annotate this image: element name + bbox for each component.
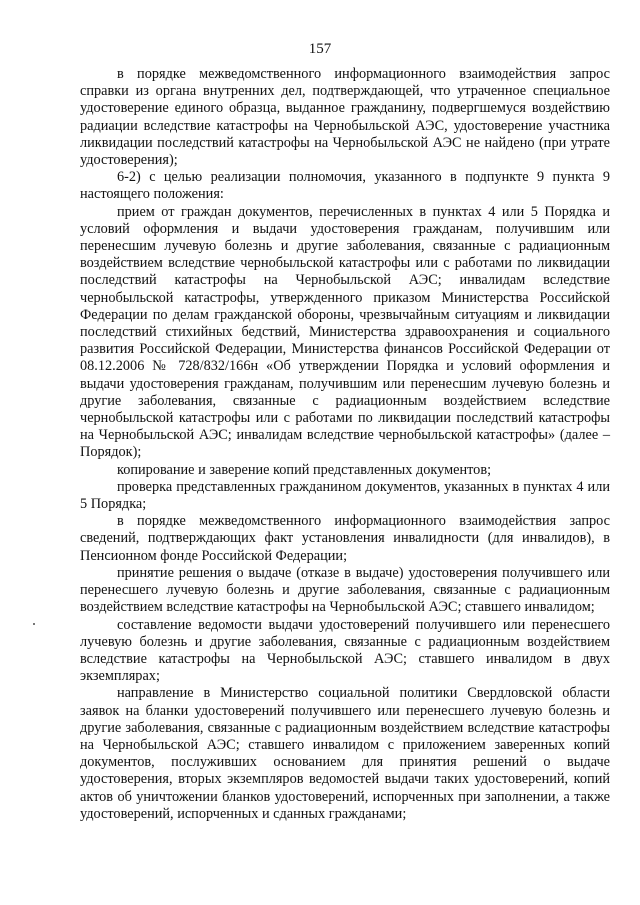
page-number: 157 <box>308 41 332 57</box>
paragraph: проверка представленных гражданином документов, указанных в пунктах 4 или 5 Порядка; <box>80 478 610 513</box>
paragraph: прием от граждан документов, перечисленных в пунктах 4 или 5 Порядка и условий оформления и выдачи удостоверения гражданам, получившим или перенесшим лучевую болезнь и другие заболевания, связанные с радиационным воздействием вследствие чернобыльской катастрофы или с работами по ликвидации последствий катастрофы на Чернобыльской АЭС; инвалидам вследствие чернобыльской катастрофы, утвержденного приказом Министерства Российской Федерации по делам гражданской обороны, чрезвычайным ситуациям и ликвидации последствий стихийных бедствий, Министерства здравоохранения и социального развития Российской Федерации, Министерства финансов Российской Федерации от 08.12.2006 № 728/832/166н «Об утверждении Порядка и условий оформления и выдачи удостоверения гражданам, получившим или перенесшим лучевую болезнь и другие заболевания, связанные с радиационным воздействием вследствие чернобыльской катастрофы или с работами по ликвидации последствий катастрофы на Чернобыльской АЭС; инвалидам вследствие чернобыльской катастрофы» (далее – Порядок); <box>80 203 610 461</box>
paragraph: копирование и заверение копий представленных документов; <box>117 461 492 478</box>
paragraph: 6-2) с целью реализации полномочия, указанного в подпункте 9 пункта 9 настоящего положения: <box>80 169 610 203</box>
paragraph: в порядке межведомственного информационного взаимодействия запрос сведений, подтверждающих факт установления инвалидности (для инвалидов), в Пенсионном фонде Российской Федерации; <box>80 513 610 564</box>
paragraph: в порядке межведомственного информационного взаимодействия запрос справки из органа внутренних дел, подтверждающей, что утраченное специальное удостоверение единого образца, выданное гражданину, подвергшемуся воздействию радиации вследствие катастрофы на Чернобыльской АЭС, удостоверение участника ликвидации последствий катастрофы на Чернобыльской АЭС не найдено (при утрате удостоверения); <box>80 66 610 169</box>
document-body <box>80 66 610 823</box>
scan-speck <box>33 623 35 625</box>
paragraph: составление ведомости выдачи удостоверений получившего или перенесшего лучевую болезнь и другие заболевания, связанные с радиационным воздействием вследствие катастрофы на Чернобыльской АЭС; ставшего инвалидом в двух экземплярах; <box>80 616 610 685</box>
paragraph: направление в Министерство социальной политики Свердловской области заявок на бланки удостоверений получившего или перенесшего лучевую болезнь и другие заболевания, связанные с радиационным воздействием вследствие катастрофы на Чернобыльской АЭС; ставшего инвалидом с приложением заверенных копий документов, послуживших основанием для принятия решений о выдаче удостоверения, вторых экземпляров ведомостей выдачи таких удостоверений, копий актов об уничтожении бланков удостоверений, испорченных при заполнении, а также удостоверений, испорченных и сданных гражданами; <box>80 685 610 822</box>
paragraph: принятие решения о выдаче (отказе в выдаче) удостоверения получившего или перенесшего лучевую болезнь и другие заболевания, связанные с радиационным воздействием вследствие катастрофы на Чернобыльской АЭС; ставшего инвалидом; <box>80 564 610 616</box>
